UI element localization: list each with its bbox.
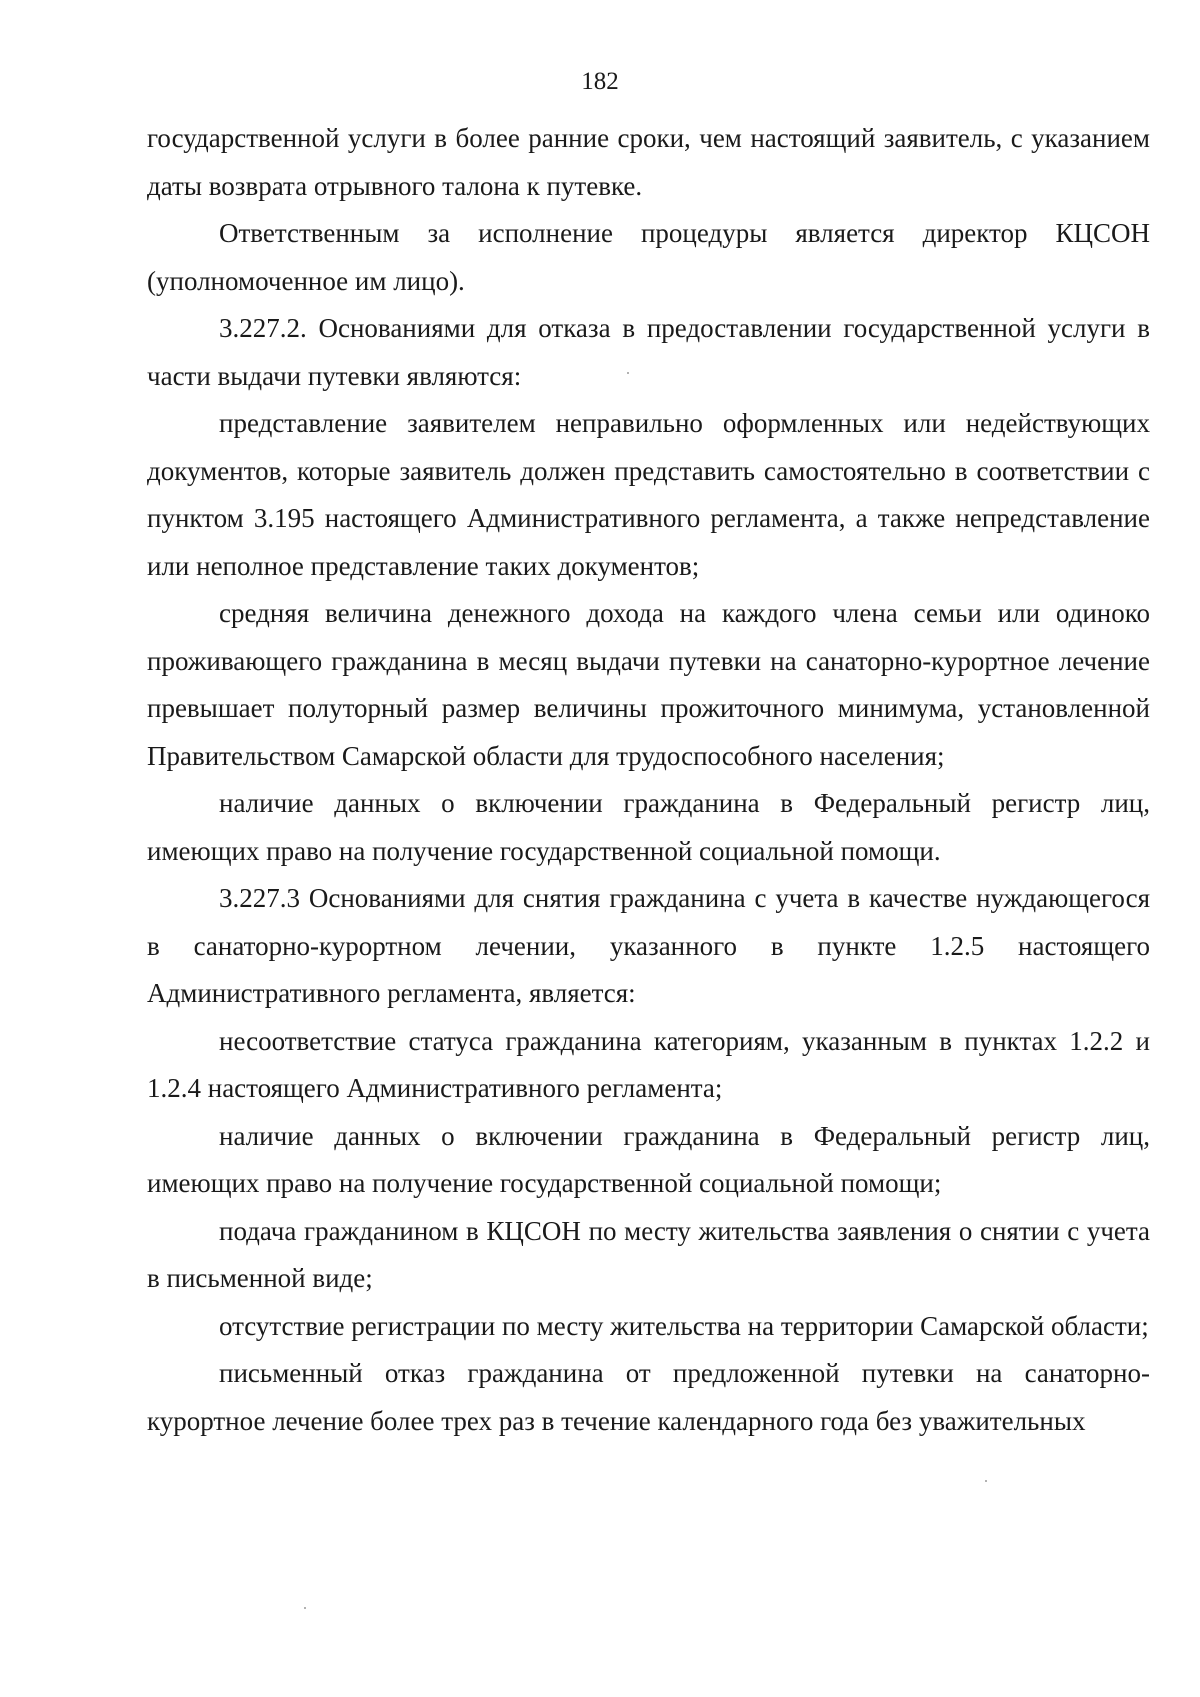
paragraph-documents: представление заявителем неправильно оформленных или недействующих документов, которые заявитель должен представить самостоятельно в соответствии с пунктом 3.195 настоящего Административного регламента, а также непредставление или неполное представление таких документов; <box>147 408 1150 581</box>
document-body <box>147 115 1150 1445</box>
paragraph-status-mismatch: несоответствие статуса гражданина категориям, указанным в пунктах 1.2.2 и 1.2.4 настоящего Административного регламента; <box>147 1025 1150 1103</box>
paragraph-income: средняя величина денежного дохода на каждого члена семьи или одиноко проживающего гражданина в месяц выдачи путевки на санаторно-курортное лечение превышает полуторный размер величины прожиточного минимума, установленной Правительством Самарской области для трудоспособного населения; <box>147 598 1150 771</box>
paragraph-federal-register-2: наличие данных о включении гражданина в Федеральный регистр лиц, имеющих право на получение государственной социальной помощи; <box>147 1120 1150 1198</box>
paragraph-continuation: государственной услуги в более ранние сроки, чем настоящий заявитель, с указанием даты возврата отрывного талона к путевке. <box>147 123 1150 201</box>
paragraph-3-227-2: 3.227.2. Основаниями для отказа в предоставлении государственной услуги в части выдачи путевки являются: <box>147 313 1150 391</box>
paragraph-3-227-3: 3.227.3 Основаниями для снятия гражданина с учета в качестве нуждающегося в санаторно-курортном лечении, указанного в пункте 1.2.5 настоящего Административного регламента, является: <box>147 883 1150 1008</box>
paragraph-responsible: Ответственным за исполнение процедуры является директор КЦСОН (уполномоченное им лицо). <box>147 218 1150 296</box>
paragraph-registration: отсутствие регистрации по месту жительства на территории Самарской области; <box>219 1310 1149 1341</box>
scan-speck <box>304 1607 306 1609</box>
scan-speck <box>985 1480 987 1482</box>
paragraph-application: подача гражданином в КЦСОН по месту жительства заявления о снятии с учета в письменной виде; <box>147 1215 1150 1293</box>
paragraph-refusal: письменный отказ гражданина от предложенной путевки на санаторно-курортное лечение более трех раз в течение календарного года без уважительных <box>147 1358 1150 1436</box>
page-number: 182 <box>581 68 619 95</box>
scan-speck <box>627 372 629 374</box>
paragraph-federal-register: наличие данных о включении гражданина в Федеральный регистр лиц, имеющих право на получение государственной социальной помощи. <box>147 788 1150 866</box>
